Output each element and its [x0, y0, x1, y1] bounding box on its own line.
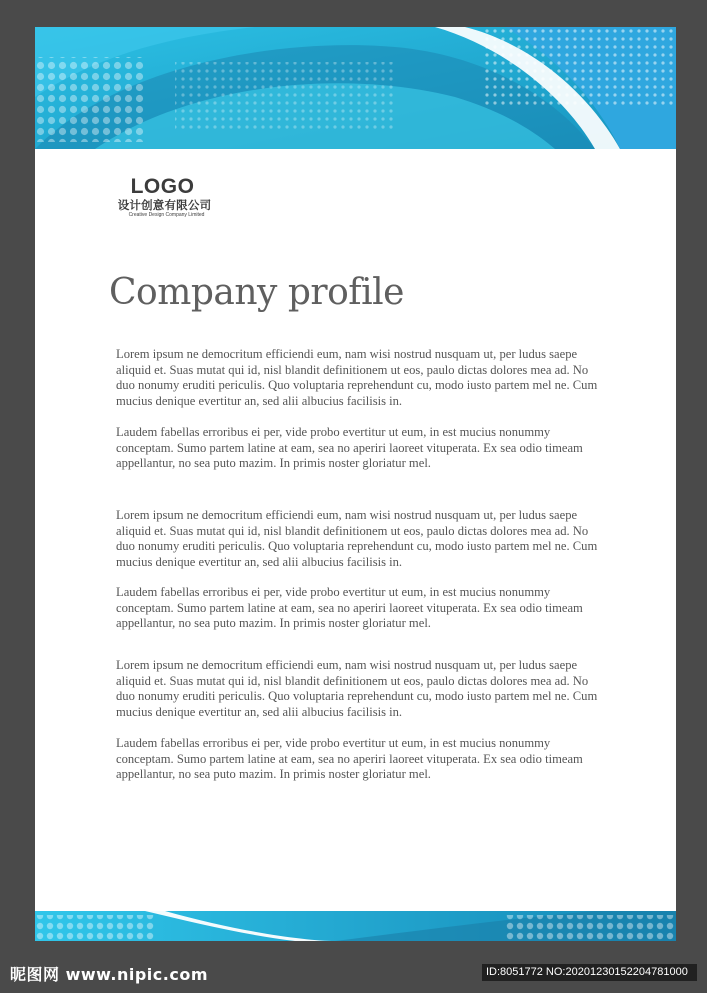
body-paragraph-1: Lorem ipsum ne democritum efficiendi eum, nam wisi nostrud nusquam ut, per ludus saepe aliquid et. Suas mutat qui id, nisl blandit definitionem ut eos, paulo dictas dolores mea ad. No duo nonumy eruditi periculis. Quo voluptaria reprehendunt cu, modo iusto partem mel ne. Cum mucius denique evertitur an, sed alii albucius facilisis in.	[116, 347, 598, 408]
footer-wave-band	[35, 911, 676, 941]
logo-english-name: Creative Design Company Limited	[128, 212, 205, 218]
letterhead-page	[35, 27, 676, 941]
body-paragraph-2: Laudem fabellas erroribus ei per, vide probo evertitur ut eum, in est mucius nonummy conceptam. Sumo partem latine at eam, sea no aperiri laoreet vituperata. Ex sea odio timeam appellantur, no sea puto mazim. In primis noster gloriatur mel.	[116, 425, 583, 470]
header-wave-band	[35, 27, 676, 149]
body-paragraph-3: Lorem ipsum ne democritum efficiendi eum, nam wisi nostrud nusquam ut, per ludus saepe aliquid et. Suas mutat qui id, nisl blandit definitionem ut eos, paulo dictas dolores mea ad. No duo nonumy eruditi periculis. Quo voluptaria reprehendunt cu, modo iusto partem mel ne. Cum mucius denique evertitur an, sed alii albucius facilisis in.	[116, 508, 598, 569]
watermark-id: ID:8051772 NO:20201230152204781000	[482, 964, 697, 981]
body-paragraph-4: Laudem fabellas erroribus ei per, vide probo evertitur ut eum, in est mucius nonummy conceptam. Sumo partem latine at eam, sea no aperiri laoreet vituperata. Ex sea odio timeam appellantur, no sea puto mazim. In primis noster gloriatur mel.	[116, 585, 583, 630]
body-paragraph-6: Laudem fabellas erroribus ei per, vide probo evertitur ut eum, in est mucius nonummy conceptam. Sumo partem latine at eam, sea no aperiri laoreet vituperata. Ex sea odio timeam appellantur, no sea puto mazim. In primis noster gloriatur mel.	[116, 736, 583, 781]
page-title: Company profile	[109, 272, 404, 313]
logo-title: LOGO	[130, 175, 195, 198]
company-logo	[110, 176, 215, 218]
logo-chinese-name: 设计创意有限公司	[117, 198, 212, 212]
body-paragraph-5: Lorem ipsum ne democritum efficiendi eum, nam wisi nostrud nusquam ut, per ludus saepe aliquid et. Suas mutat qui id, nisl blandit definitionem ut eos, paulo dictas dolores mea ad. No duo nonumy eruditi periculis. Quo voluptaria reprehendunt cu, modo iusto partem mel ne. Cum mucius denique evertitur an, sed alii albucius facilisis in.	[116, 658, 598, 719]
watermark-site: 昵图网 www.nipic.com	[10, 965, 208, 984]
